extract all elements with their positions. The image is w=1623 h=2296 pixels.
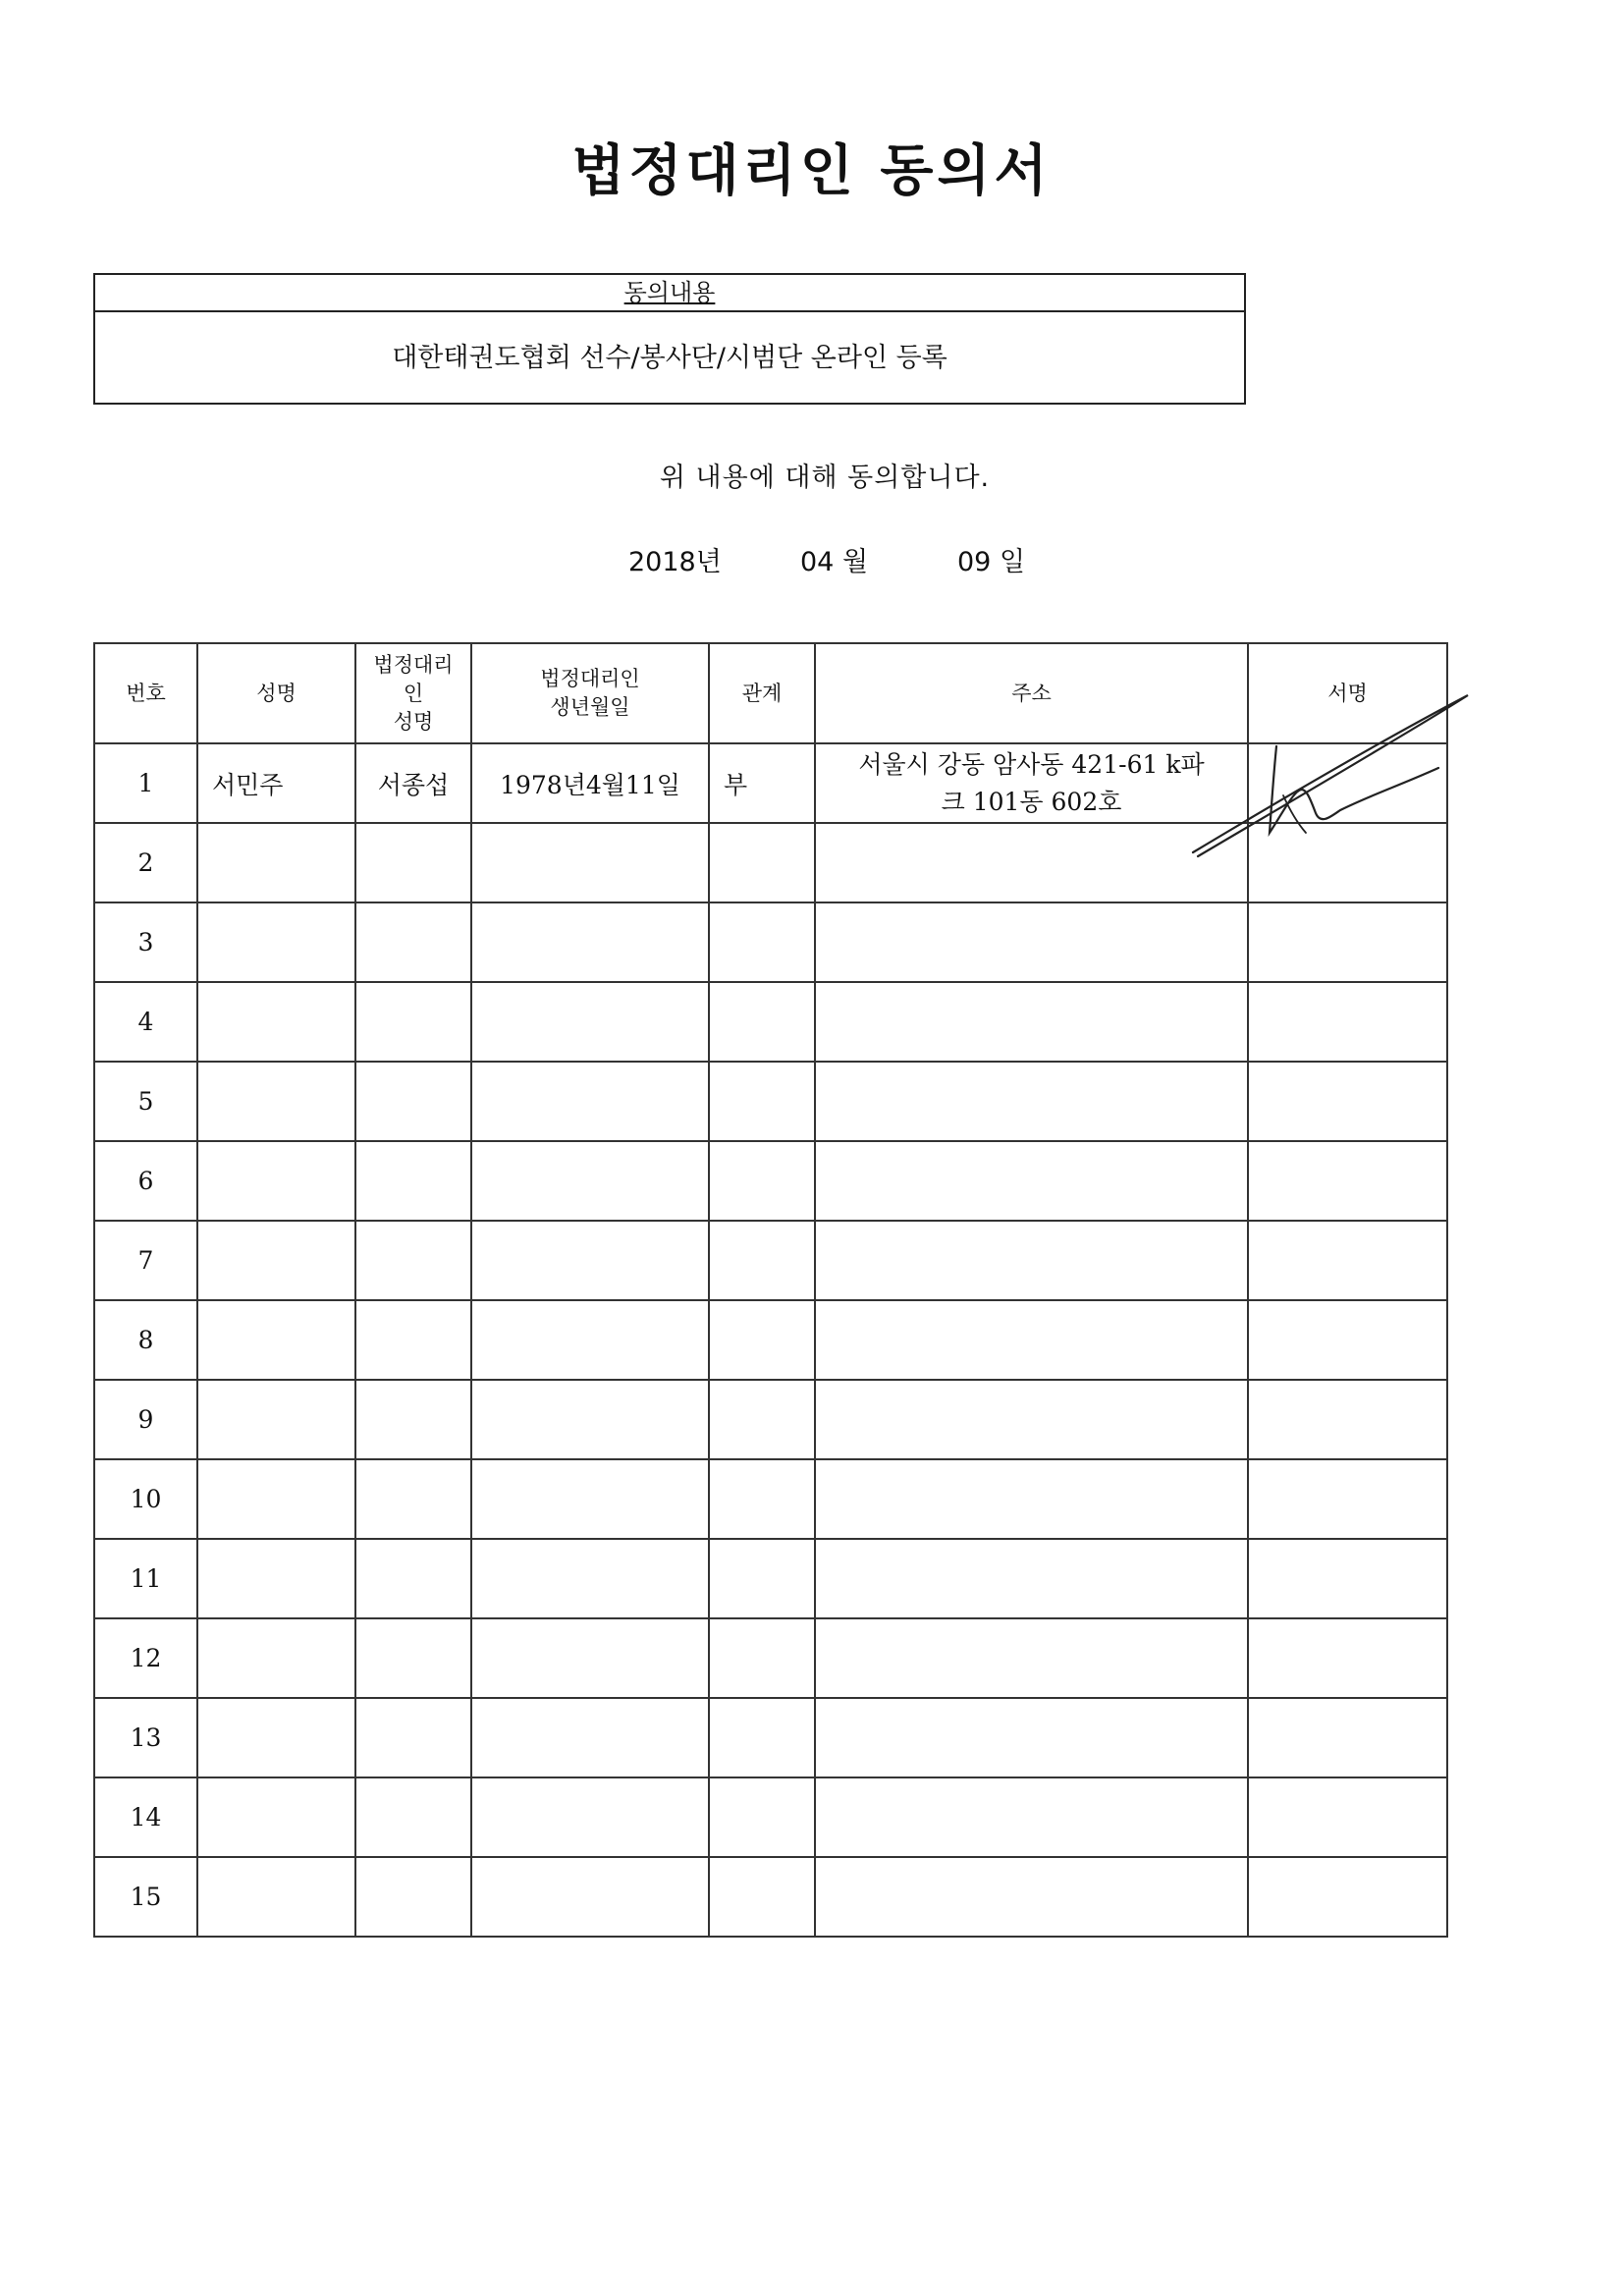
table-row [94,1380,1447,1459]
cell-no: 3 [94,902,197,982]
table-row [94,1857,1447,1937]
cell-sign [1248,743,1447,823]
cell-sign [1248,1857,1447,1937]
cell-sign [1248,1698,1447,1777]
header-guardian-name [355,643,471,743]
cell-name [197,982,355,1062]
cell-birth [471,902,709,982]
table-row [94,982,1447,1062]
cell-address [815,1857,1248,1937]
cell-name [197,1777,355,1857]
cell-relation [709,1539,815,1618]
cell-no: 1 [94,743,197,823]
header-no: 번호 [94,643,197,743]
cell-sign [1248,1777,1447,1857]
cell-relation [709,1380,815,1459]
table-row [94,1141,1447,1221]
cell-birth [471,1857,709,1937]
date-year: 2018년 [628,547,722,577]
cell-no: 11 [94,1539,197,1618]
cell-name [197,1141,355,1221]
consent-body: 대한태권도협회 선수/봉사단/시범단 온라인 등록 [392,343,947,373]
cell-no: 14 [94,1777,197,1857]
cell-sign [1248,1539,1447,1618]
header-address: 주소 [815,643,1248,743]
cell-birth [471,1221,709,1300]
cell-relation [709,1777,815,1857]
cell-name [197,1857,355,1937]
table-row [94,1459,1447,1539]
table-row [94,1777,1447,1857]
page-title: 법정대리인 동의서 [571,139,1052,203]
table-row [94,1062,1447,1141]
date-month: 04 월 [800,547,869,577]
table-row [94,1300,1447,1380]
cell-relation [709,1698,815,1777]
table-row [94,1221,1447,1300]
cell-relation [709,823,815,902]
table-header-row [94,643,1447,743]
cell-relation [709,1062,815,1141]
table-row [94,1539,1447,1618]
cell-birth [471,1459,709,1539]
cell-guardian [355,1221,471,1300]
header-guardian-birth-line2: 생년월일 [550,695,630,719]
cell-address [815,1777,1248,1857]
cell-sign [1248,1618,1447,1698]
cell-sign [1248,982,1447,1062]
cell-relation: 부 [709,743,815,823]
cell-no: 8 [94,1300,197,1380]
cell-guardian [355,1777,471,1857]
cell-sign [1248,1141,1447,1221]
cell-address [815,1698,1248,1777]
cell-guardian [355,1857,471,1937]
table-row [94,1618,1447,1698]
cell-name [197,1380,355,1459]
guardian-table [93,642,1448,1938]
cell-birth [471,1539,709,1618]
cell-address [815,982,1248,1062]
cell-birth [471,1698,709,1777]
cell-address-line2: 크 101동 602호 [941,787,1122,816]
cell-relation [709,1857,815,1937]
cell-guardian [355,1459,471,1539]
header-guardian-name-line1: 법정대리 [373,652,454,677]
header-guardian-birth-line1: 법정대리인 [540,667,640,690]
cell-no: 7 [94,1221,197,1300]
cell-relation [709,1618,815,1698]
cell-guardian [355,1141,471,1221]
agree-text: 위 내용에 대해 동의합니다. [659,463,991,493]
cell-relation [709,982,815,1062]
cell-name [197,1618,355,1698]
cell-address [815,1300,1248,1380]
cell-sign [1248,1062,1447,1141]
cell-guardian [355,1618,471,1698]
cell-name [197,823,355,902]
cell-sign [1248,1380,1447,1459]
cell-sign [1248,902,1447,982]
cell-sign [1248,1300,1447,1380]
cell-no: 6 [94,1141,197,1221]
cell-guardian [355,1062,471,1141]
cell-address [815,1459,1248,1539]
cell-birth [471,1380,709,1459]
cell-relation [709,1459,815,1539]
header-guardian-birth [471,643,709,743]
consent-box [93,273,1246,405]
cell-name [197,1300,355,1380]
cell-sign [1248,1221,1447,1300]
cell-birth: 1978년4월11일 [471,743,709,823]
cell-no: 10 [94,1459,197,1539]
cell-guardian [355,1300,471,1380]
cell-address [815,823,1248,902]
table-row [94,1698,1447,1777]
table-row [94,823,1447,902]
cell-birth [471,1777,709,1857]
cell-no: 9 [94,1380,197,1459]
cell-sign [1248,823,1447,902]
cell-name [197,1221,355,1300]
cell-address [815,743,1248,823]
table-row [94,743,1447,823]
cell-name [197,1539,355,1618]
cell-guardian [355,1539,471,1618]
cell-relation [709,1300,815,1380]
cell-relation [709,1221,815,1300]
cell-name [197,902,355,982]
cell-birth [471,982,709,1062]
header-name: 성명 [197,643,355,743]
cell-address [815,1062,1248,1141]
cell-address [815,1141,1248,1221]
cell-address-line1: 서울시 강동 암사동 421-61 k파 [858,749,1205,779]
consent-header [95,275,1244,312]
cell-guardian [355,1380,471,1459]
cell-guardian [355,902,471,982]
cell-no: 4 [94,982,197,1062]
header-relation: 관계 [709,643,815,743]
cell-address [815,902,1248,982]
cell-address [815,1221,1248,1300]
cell-guardian [355,823,471,902]
cell-address [815,1539,1248,1618]
cell-address [815,1618,1248,1698]
cell-birth [471,1300,709,1380]
cell-no: 15 [94,1857,197,1937]
cell-birth [471,823,709,902]
header-guardian-name-line3: 성명 [393,709,434,734]
cell-name: 서민주 [197,743,355,823]
cell-name [197,1698,355,1777]
cell-name [197,1459,355,1539]
cell-no: 13 [94,1698,197,1777]
consent-header-label: 동의내용 [623,279,716,306]
cell-guardian [355,1698,471,1777]
cell-guardian: 서종섭 [355,743,471,823]
cell-relation [709,1141,815,1221]
table-row [94,902,1447,982]
date-day: 09 일 [957,547,1026,577]
cell-guardian [355,982,471,1062]
header-sign: 서명 [1248,643,1447,743]
cell-no: 12 [94,1618,197,1698]
cell-no: 2 [94,823,197,902]
cell-name [197,1062,355,1141]
cell-birth [471,1618,709,1698]
cell-sign [1248,1459,1447,1539]
header-guardian-name-line2: 인 [403,681,424,705]
cell-no: 5 [94,1062,197,1141]
cell-relation [709,902,815,982]
cell-birth [471,1062,709,1141]
cell-address [815,1380,1248,1459]
cell-birth [471,1141,709,1221]
